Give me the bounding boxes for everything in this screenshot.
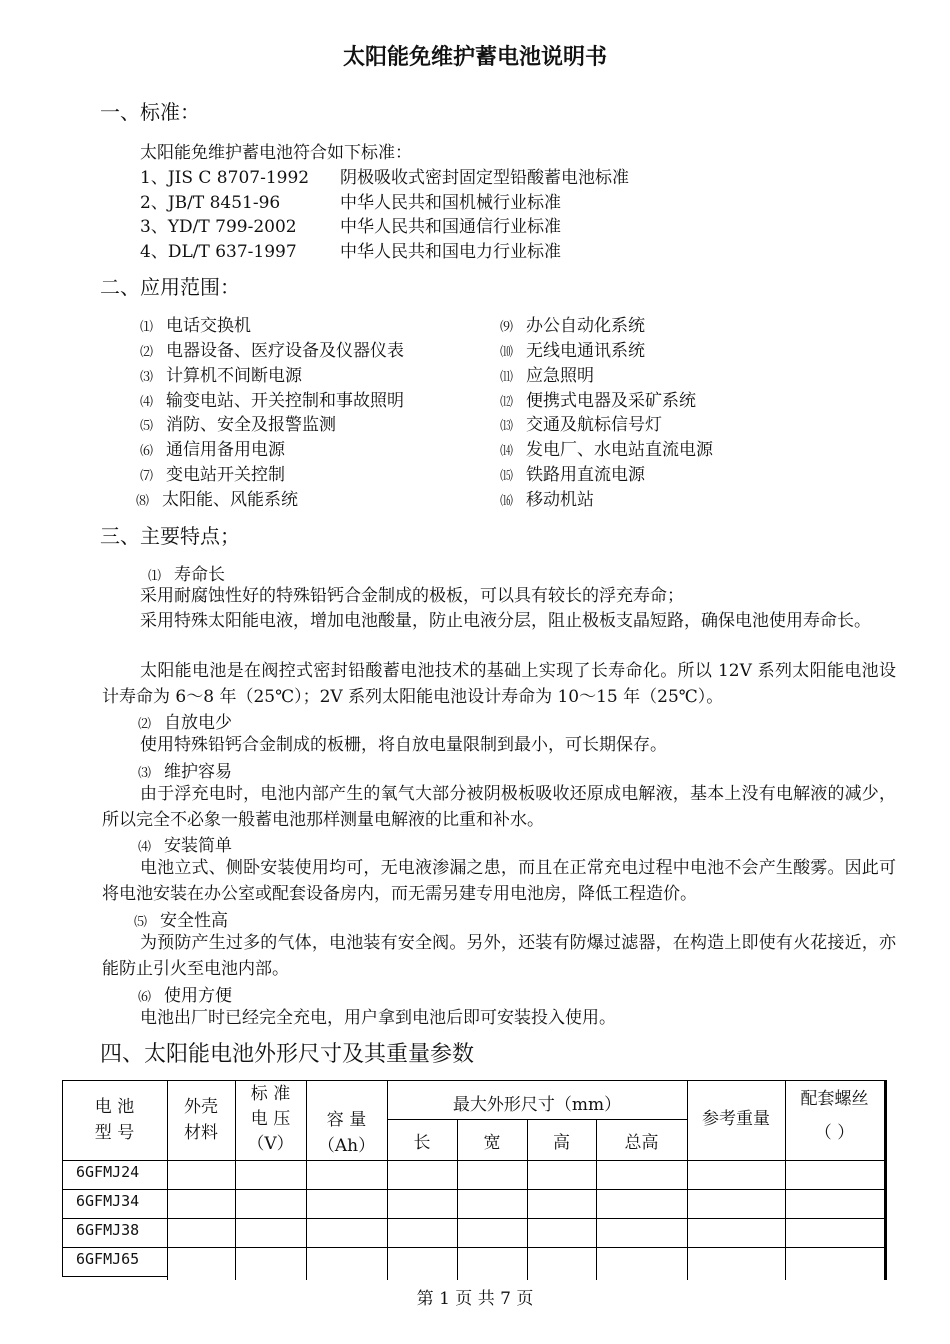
table-row-model: 6GFMJ34: [76, 1192, 140, 1210]
feature-heading: ⑶ 维护容易: [138, 762, 232, 782]
application-item: ⑿ 便携式电器及采矿系统: [500, 391, 696, 411]
header-reference-weight: 参考重量: [702, 1109, 770, 1129]
application-item: ⑼ 办公自动化系统: [500, 316, 645, 336]
table-row-model: 6GFMJ38: [76, 1221, 140, 1239]
application-item: ⑽ 无线电通讯系统: [500, 341, 645, 361]
feature-heading: ⑴ 寿命长: [148, 565, 225, 585]
header-height: 高: [553, 1133, 570, 1153]
feature-paragraph: 由于浮充电时，电池内部产生的氧气大部分被阴极板吸收还原成电解液，基本上没有电解液的减少，所以完全不必象一般蓄电池那样测量电解液的比重和补水。: [102, 784, 896, 830]
application-item: ⒂ 铁路用直流电源: [500, 465, 645, 485]
feature-paragraph: 为预防产生过多的气体，电池装有安全阀。另外，还装有防爆过滤器，在构造上即使有火花接近，亦能防止引火至电池内部。: [102, 933, 896, 979]
feature-heading: ⑷ 安装简单: [138, 836, 232, 856]
header-capacity: 容 量 （Ah）: [317, 1110, 376, 1156]
feature-paragraph: 电池立式、侧卧安装使用均可，无电液渗漏之患，而且在正常充电过程中电池不会产生酸雾。因此可将电池安装在办公室或配套设备房内，而无需另建专用电池房，降低工程造价。: [102, 858, 896, 904]
header-length: 长: [413, 1133, 431, 1153]
feature-paragraph: 电池出厂时已经完全充电，用户拿到电池后即可安装投入使用。: [140, 1008, 616, 1028]
application-item: ⒀ 交通及航标信号灯: [500, 415, 662, 435]
header-max-dimensions: 最大外形尺寸（mm）: [452, 1095, 622, 1115]
standards-intro: 太阳能免维护蓄电池符合如下标准：: [140, 143, 412, 163]
application-item: ⒁ 发电厂、水电站直流电源: [500, 440, 713, 460]
application-item: ⑵ 电器设备、医疗设备及仪器仪表: [140, 341, 404, 361]
feature-paragraph: 使用特殊铅钙合金制成的板栅，将自放电量限制到最小，可长期保存。: [140, 735, 667, 755]
application-item: ⒃ 移动机站: [500, 490, 594, 510]
application-item: ⑹ 通信用备用电源: [140, 440, 285, 460]
header-case-material: 外壳 材料: [184, 1097, 218, 1143]
feature-heading: ⑵ 自放电少: [138, 713, 232, 733]
document-title: 太阳能免维护蓄电池说明书: [342, 45, 607, 70]
section-heading-dimensions: 四、太阳能电池外形尺寸及其重量参数: [100, 1042, 475, 1067]
feature-paragraph: 采用特殊太阳能电液，增加电池酸量，防止电液分层，阻止极板支晶短路，确保电池使用寿命长。: [140, 611, 871, 631]
application-item: ⑺ 变电站开关控制: [140, 465, 285, 485]
feature-heading: ⑹ 使用方便: [138, 986, 232, 1006]
application-item: ⑻ 太阳能、风能系统: [136, 490, 298, 510]
application-item: ⑷ 输变电站、开关控制和事故照明: [140, 391, 404, 411]
section-heading-applications: 二、应用范围：: [100, 275, 240, 299]
application-item: ⑸ 消防、安全及报警监测: [140, 415, 336, 435]
header-voltage: 标 准 电 压 （V）: [247, 1084, 294, 1154]
feature-heading: ⑸ 安全性高: [134, 911, 228, 931]
table-row-model: 6GFMJ24: [76, 1163, 140, 1181]
dimensions-table: [62, 1080, 887, 1280]
page-footer: 第 1 页 共 7 页: [416, 1289, 534, 1309]
header-width: 宽: [483, 1133, 501, 1153]
application-item: ⑶ 计算机不间断电源: [140, 366, 302, 386]
section-heading-features: 三、主要特点；: [100, 524, 240, 548]
standard-item: 2、JB/T 8451-96 中华人民共和国机械行业标准: [140, 193, 561, 213]
header-total-height: 总高: [624, 1133, 659, 1153]
application-item: ⑴ 电话交换机: [140, 316, 251, 336]
standard-item: 4、DL/T 637-1997 中华人民共和国电力行业标准: [140, 242, 561, 262]
table-row-model: 6GFMJ65: [76, 1250, 140, 1268]
header-bolts: 配套螺丝 （ ）: [800, 1089, 869, 1143]
standard-item: 3、YD/T 799-2002 中华人民共和国通信行业标准: [140, 217, 561, 237]
application-item: ⑾ 应急照明: [500, 366, 594, 386]
standard-item: 1、JIS C 8707-1992 阴极吸收式密封固定型铅酸蓄电池标准: [140, 168, 629, 188]
section-heading-standards: 一、标准：: [100, 100, 200, 124]
feature-paragraph: 采用耐腐蚀性好的特殊铅钙合金制成的极板，可以具有较长的浮充寿命；: [140, 586, 684, 606]
header-model: 电 池 型 号: [94, 1097, 135, 1143]
feature-paragraph: 太阳能电池是在阀控式密封铅酸蓄电池技术的基础上实现了长寿命化。所以 12V 系列太阳能电池设计寿命为 6～8 年（25℃）；2V 系列太阳能电池设计寿命为 10～15 年（25℃）。: [102, 661, 896, 707]
